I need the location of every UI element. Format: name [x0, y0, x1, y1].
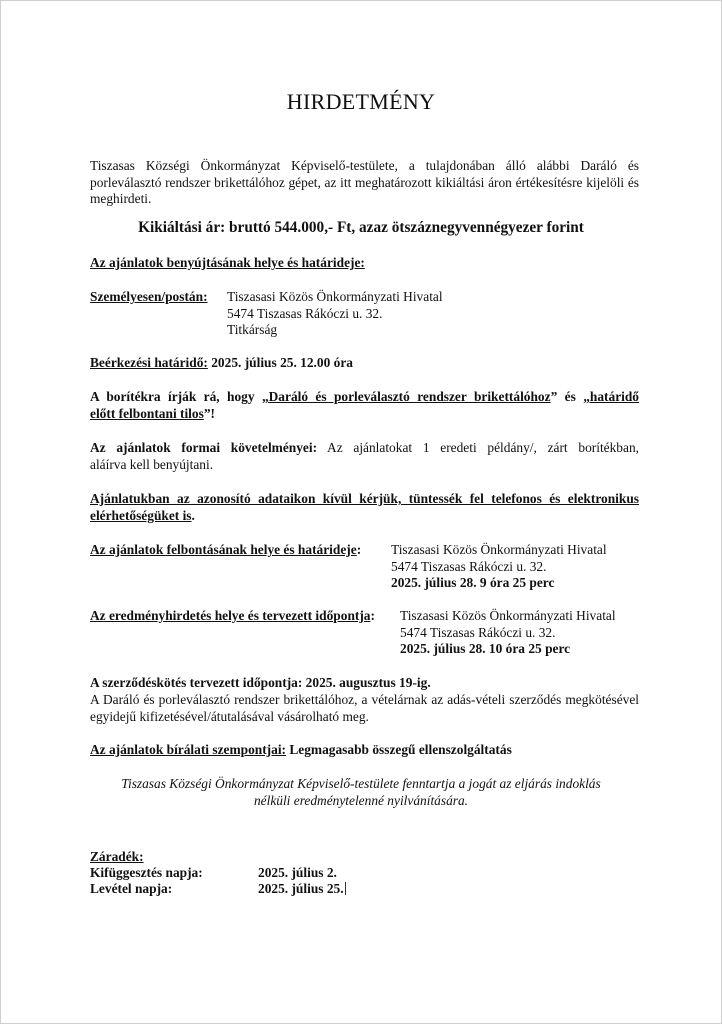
opening-address: 5474 Tiszasas Rákóczi u. 32. — [391, 559, 547, 574]
results-label: Az eredményhirdetés helye és tervezett időpontja — [90, 608, 371, 623]
intro-paragraph: Tiszasas Községi Önkormányzat Képviselő-testülete, a tulajdonában álló alábbi Daráló és porleválasztó rendszer brikettálóhoz gépet, az itt meghatározott kikiáltási áron értékesítésre kijelöli és meghirdeti. — [90, 158, 639, 206]
opening-label: Az ajánlatok felbontásának helye és határideje — [90, 542, 357, 557]
contact-request — [90, 491, 639, 524]
envelope-instruction — [90, 389, 639, 422]
criteria-value: Legmagasabb összegű ellenszolgáltatás — [286, 742, 512, 757]
results-label-wrap — [90, 608, 375, 625]
price-line: Kikiáltási ár: bruttó 544.000,- Ft, azaz ötszáznegyvennégyezer forint — [138, 219, 584, 236]
envelope-line-1 — [90, 389, 639, 406]
removed-label: Levétel napja: — [90, 881, 173, 896]
contact-line-2: elérhetőségüket is — [90, 507, 192, 523]
posted-label: Kifüggesztés napja: — [90, 865, 203, 880]
reservation-line-1: Tiszasas Községi Önkormányzat Képviselő-testülete fenntartja a jogát az eljárás indoklás — [121, 776, 601, 791]
removed-date-wrap — [258, 881, 346, 898]
submission-address: 5474 Tiszasas Rákóczi u. 32. — [227, 306, 383, 321]
submission-heading: Az ajánlatok benyújtásának helye és határideje: — [90, 255, 365, 270]
submission-label: Személyesen/postán: — [90, 289, 208, 304]
deadline-value: 2025. július 25. 12.00 óra — [207, 355, 353, 370]
contact-line-2-wrap — [90, 508, 639, 525]
page-title: HIRDETMÉNY — [286, 89, 436, 114]
results-colon: : — [370, 608, 375, 623]
contract-text: A Daráló és porleválasztó rendszer brikettálóhoz, a vételárnak az adás-vételi szerződés megkötésével egyidejű kifizetésével/átutalásával vásárolható meg. — [90, 692, 639, 724]
posted-date: 2025. július 2. — [258, 865, 337, 880]
envelope-suffix: ”! — [203, 405, 215, 421]
removed-date: 2025. július 25. — [258, 881, 344, 896]
submission-office: Tiszasasi Közös Önkormányzati Hivatal — [227, 289, 443, 304]
formal-text-1: Az ajánlatokat 1 eredeti példány/, zárt borítékban, — [317, 440, 639, 455]
opening-colon: : — [356, 542, 362, 557]
formal-line-1 — [90, 440, 639, 457]
envelope-quote-1: „Daráló és porleválasztó rendszer brikettálóhoz — [261, 389, 551, 404]
contact-dot: . — [191, 507, 195, 523]
contact-line-1: Ajánlatukban az azonosító adataikon kívül kérjük, tüntessék fel telefonos és elektronikus — [90, 491, 639, 506]
criteria-line — [90, 742, 512, 759]
results-datetime: 2025. július 28. 10 óra 25 perc — [400, 641, 571, 656]
opening-office: Tiszasasi Közös Önkormányzati Hivatal — [391, 542, 607, 557]
deadline-line — [90, 355, 353, 372]
reservation-note — [1, 776, 721, 809]
results-address: 5474 Tiszasas Rákóczi u. 32. — [400, 625, 556, 640]
criteria-label: Az ajánlatok bírálati szempontjai: — [90, 742, 287, 757]
submission-department: Titkárság — [227, 322, 278, 337]
opening-label-wrap — [90, 542, 361, 559]
envelope-line-2 — [90, 406, 639, 423]
text-cursor — [345, 882, 346, 895]
envelope-quote-2b: előtt felbontani tilos — [90, 405, 204, 421]
results-office: Tiszasasi Közös Önkormányzati Hivatal — [400, 608, 616, 623]
clause-heading: Záradék: — [90, 849, 144, 864]
envelope-quote-2a: „határidő — [583, 389, 640, 404]
envelope-mid: ” és — [550, 389, 584, 404]
envelope-prefix: A borítékra írják rá, hogy — [90, 389, 262, 404]
opening-datetime: 2025. július 28. 9 óra 25 perc — [391, 575, 555, 590]
formal-requirements — [90, 440, 639, 473]
deadline-label: Beérkezési határidő: — [90, 355, 208, 370]
formal-line-2: aláírva kell benyújtani. — [90, 456, 214, 472]
reservation-line-2: nélküli eredménytelenné nyilvánítására. — [253, 792, 469, 808]
formal-label: Az ajánlatok formai követelményei: — [90, 440, 318, 455]
contract-heading: A szerződéskötés tervezett időpontja: 2025. augusztus 19-ig. — [90, 675, 431, 690]
